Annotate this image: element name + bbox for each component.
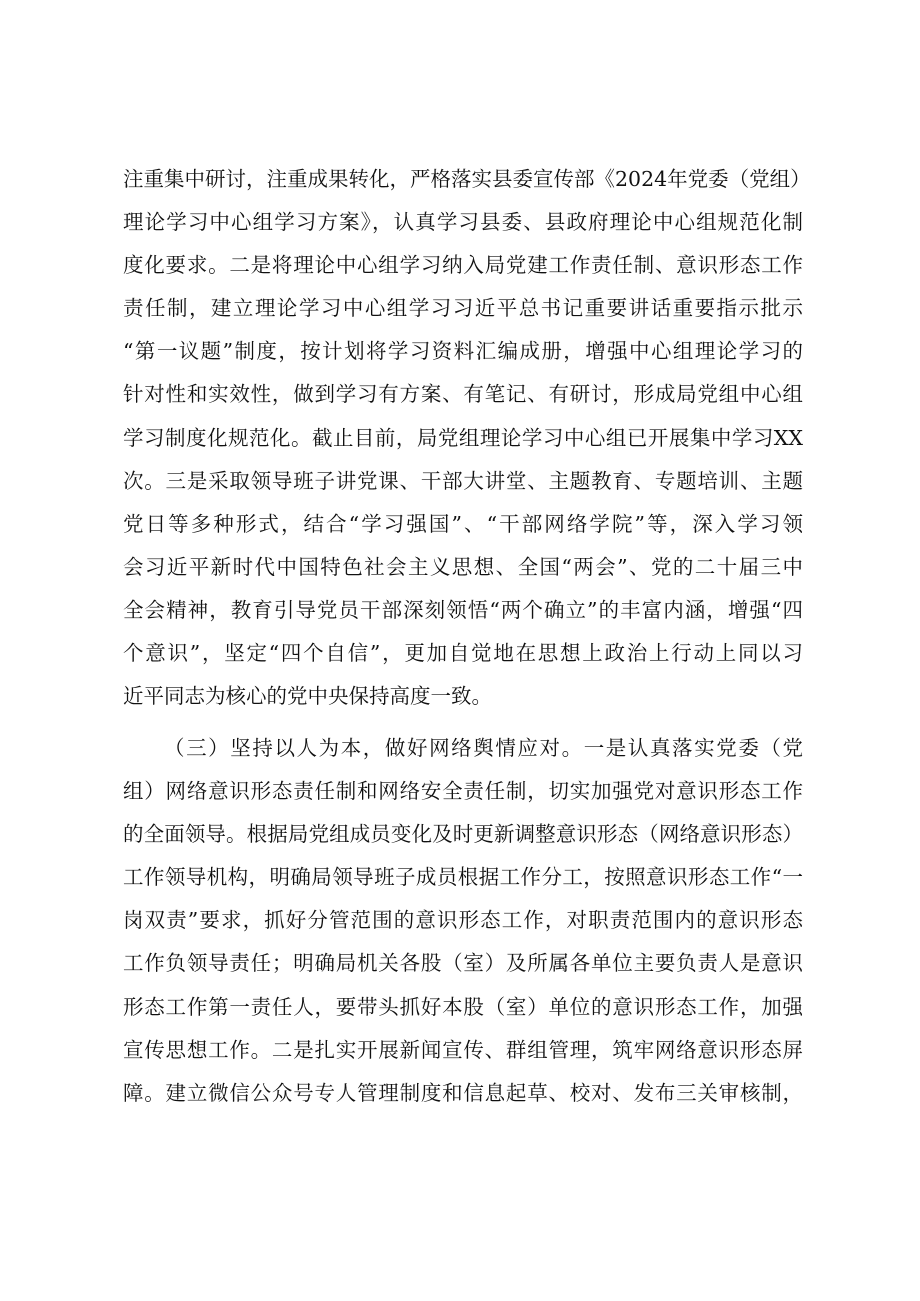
paragraph-1-line: 党日等多种形式，结合“学习强国”、“干部网络学院”等，深入学习领 xyxy=(123,511,803,536)
paragraph-2-line: 组）网络意识形态责任制和网络安全责任制，切实加强党对意识形态工作 xyxy=(123,779,803,804)
paragraph-1-line: 个意识”，坚定“四个自信”，更加自觉地在思想上政治上行动上同以习 xyxy=(123,641,803,666)
paragraph-1 xyxy=(123,158,811,718)
paragraph-1-line: 理论学习中心组学习方案》，认真学习县委、县政府理论中心组规范化制 xyxy=(123,210,803,235)
paragraph-1-line: “第一议题”制度，按计划将学习资料汇编成册，增强中心组理论学习的 xyxy=(123,339,803,364)
paragraph-2-line: 形态工作第一责任人，要带头抓好本股（室）单位的意识形态工作，加强 xyxy=(123,994,803,1019)
paragraph-2-line: （三）坚持以人为本，做好网络舆情应对。一是认真落实党委（党 xyxy=(164,736,803,760)
paragraph-1-line: 针对性和实效性，做到学习有方案、有笔记、有研讨，形成局党组中心组 xyxy=(123,382,803,407)
paragraph-1-line: 度化要求。二是将理论中心组学习纳入局党建工作责任制、意识形态工作 xyxy=(123,253,803,278)
paragraph-2-line: 障。建立微信公众号专人管理制度和信息起草、校对、发布三关审核制， xyxy=(123,1080,803,1105)
paragraph-1-line: 次。三是采取领导班子讲党课、干部大讲堂、主题教育、专题培训、主题 xyxy=(123,468,803,493)
paragraph-2-line: 工作领导机构，明确局领导班子成员根据工作分工，按照意识形态工作“一 xyxy=(123,865,803,890)
paragraph-1-line: 注重集中研讨，注重成果转化，严格落实县委宣传部《2024年党委（党组） xyxy=(123,167,811,191)
paragraph-1-line: 会习近平新时代中国特色社会主义思想、全国“两会”、党的二十届三中 xyxy=(123,554,803,579)
paragraph-1-line: 全会精神，教育引导党员干部深刻领悟“两个确立”的丰富内涵，增强“四 xyxy=(123,597,803,622)
paragraph-2-line: 岗双责”要求，抓好分管范围的意识形态工作，对职责范围内的意识形态 xyxy=(123,908,803,933)
paragraph-1-line: 学习制度化规范化。截止目前，局党组理论学习中心组已开展集中学习XX xyxy=(123,425,803,450)
paragraph-1-line: 近平同志为核心的党中央保持高度一致。 xyxy=(123,684,492,709)
paragraph-2-line: 工作负领导责任；明确局机关各股（室）及所属各单位主要负责人是意识 xyxy=(123,951,803,976)
paragraph-1-line: 责任制，建立理论学习中心组学习习近平总书记重要讲话重要指示批示 xyxy=(123,296,803,321)
paragraph-2 xyxy=(123,727,803,1115)
paragraph-2-line: 的全面领导。根据局党组成员变化及时更新调整意识形态（网络意识形态） xyxy=(123,822,803,847)
paragraph-2-line: 宣传思想工作。二是扎实开展新闻宣传、群组管理，筑牢网络意识形态屏 xyxy=(123,1037,803,1062)
